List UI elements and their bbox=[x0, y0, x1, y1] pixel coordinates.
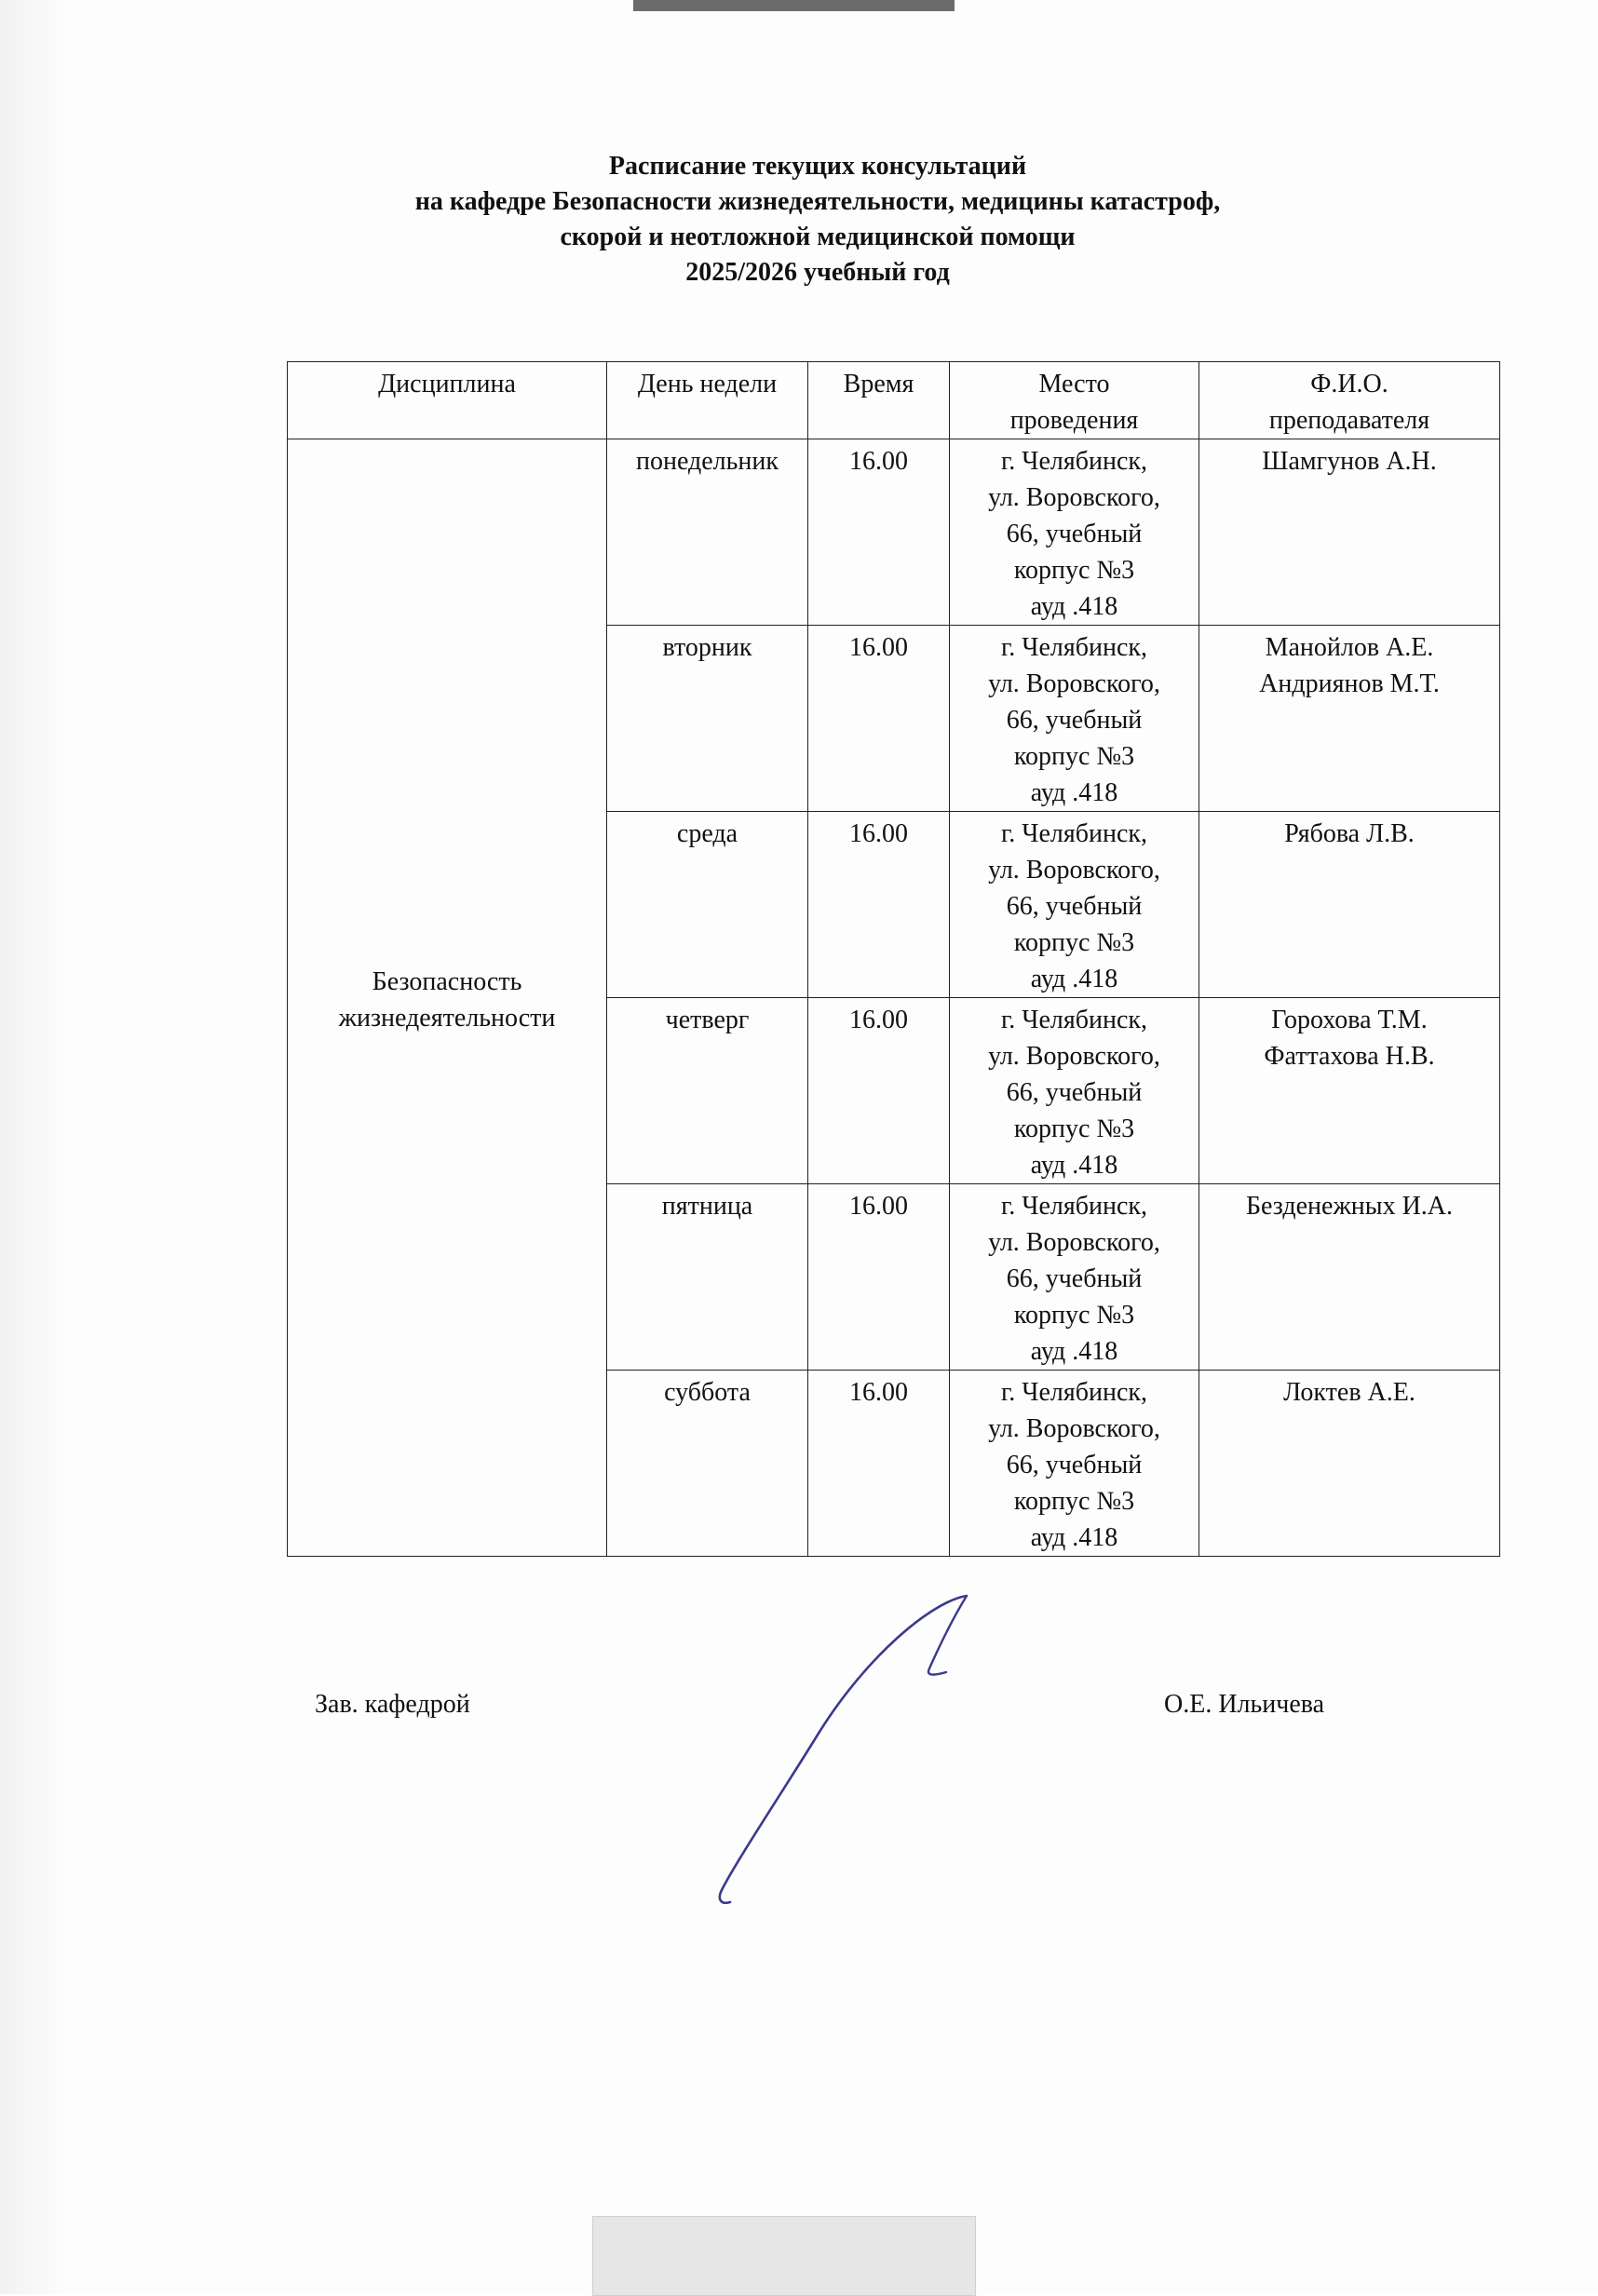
document-title bbox=[19, 149, 1598, 290]
place-cell: г. Челябинск, ул. Воровского, 66, учебный корпус №3 ауд .418 bbox=[950, 1371, 1199, 1557]
time-cell: 16.00 bbox=[808, 1371, 950, 1557]
place-cell: г. Челябинск, ул. Воровского, 66, учебный корпус №3 ауд .418 bbox=[950, 439, 1199, 626]
handwritten-signature bbox=[708, 1583, 987, 1909]
teacher-cell: Рябова Л.В. bbox=[1199, 812, 1500, 998]
header-place: Место проведения bbox=[950, 362, 1199, 439]
title-line-2: на кафедре Безопасности жизнедеятельности, медицины катастроф, bbox=[414, 187, 1221, 216]
place-cell: г. Челябинск, ул. Воровского, 66, учебный корпус №3 ауд .418 bbox=[950, 998, 1199, 1184]
place-cell: г. Челябинск, ул. Воровского, 66, учебный корпус №3 ауд .418 bbox=[950, 812, 1199, 998]
signatory-position: Зав. кафедрой bbox=[315, 1690, 470, 1719]
teacher-cell: Горохова Т.М. Фаттахова Н.В. bbox=[1199, 998, 1500, 1184]
title-line-3: скорой и неотложной медицинской помощи bbox=[560, 223, 1076, 251]
place-cell: г. Челябинск, ул. Воровского, 66, учебный корпус №3 ауд .418 bbox=[950, 626, 1199, 812]
scan-edge-shadow bbox=[0, 0, 69, 2294]
header-time: Время bbox=[808, 362, 950, 439]
day-cell: пятница bbox=[607, 1184, 808, 1371]
scan-artifact-bottom bbox=[592, 2216, 976, 2296]
day-cell: суббота bbox=[607, 1371, 808, 1557]
teacher-cell: Безденежных И.А. bbox=[1199, 1184, 1500, 1371]
day-cell: среда bbox=[607, 812, 808, 998]
time-cell: 16.00 bbox=[808, 626, 950, 812]
table-header-row bbox=[288, 362, 1500, 439]
teacher-cell: Шамгунов А.Н. bbox=[1199, 439, 1500, 626]
scan-artifact-top bbox=[633, 0, 955, 11]
teacher-cell: Локтев А.Е. bbox=[1199, 1371, 1500, 1557]
time-cell: 16.00 bbox=[808, 439, 950, 626]
time-cell: 16.00 bbox=[808, 1184, 950, 1371]
header-day: День недели bbox=[607, 362, 808, 439]
header-discipline: Дисциплина bbox=[288, 362, 607, 439]
title-line-4: 2025/2026 учебный год bbox=[685, 258, 950, 287]
teacher-cell: Манойлов А.Е. Андриянов М.Т. bbox=[1199, 626, 1500, 812]
day-cell: понедельник bbox=[607, 439, 808, 626]
title-line-1: Расписание текущих консультаций bbox=[608, 152, 1027, 181]
time-cell: 16.00 bbox=[808, 812, 950, 998]
day-cell: вторник bbox=[607, 626, 808, 812]
header-teacher: Ф.И.О. преподавателя bbox=[1199, 362, 1500, 439]
table-row bbox=[288, 439, 1500, 626]
consultation-schedule-table bbox=[287, 361, 1500, 1557]
place-cell: г. Челябинск, ул. Воровского, 66, учебный корпус №3 ауд .418 bbox=[950, 1184, 1199, 1371]
day-cell: четверг bbox=[607, 998, 808, 1184]
time-cell: 16.00 bbox=[808, 998, 950, 1184]
signatory-name: О.Е. Ильичева bbox=[1164, 1690, 1325, 1719]
discipline-cell: Безопасность жизнедеятельности bbox=[288, 439, 607, 1557]
